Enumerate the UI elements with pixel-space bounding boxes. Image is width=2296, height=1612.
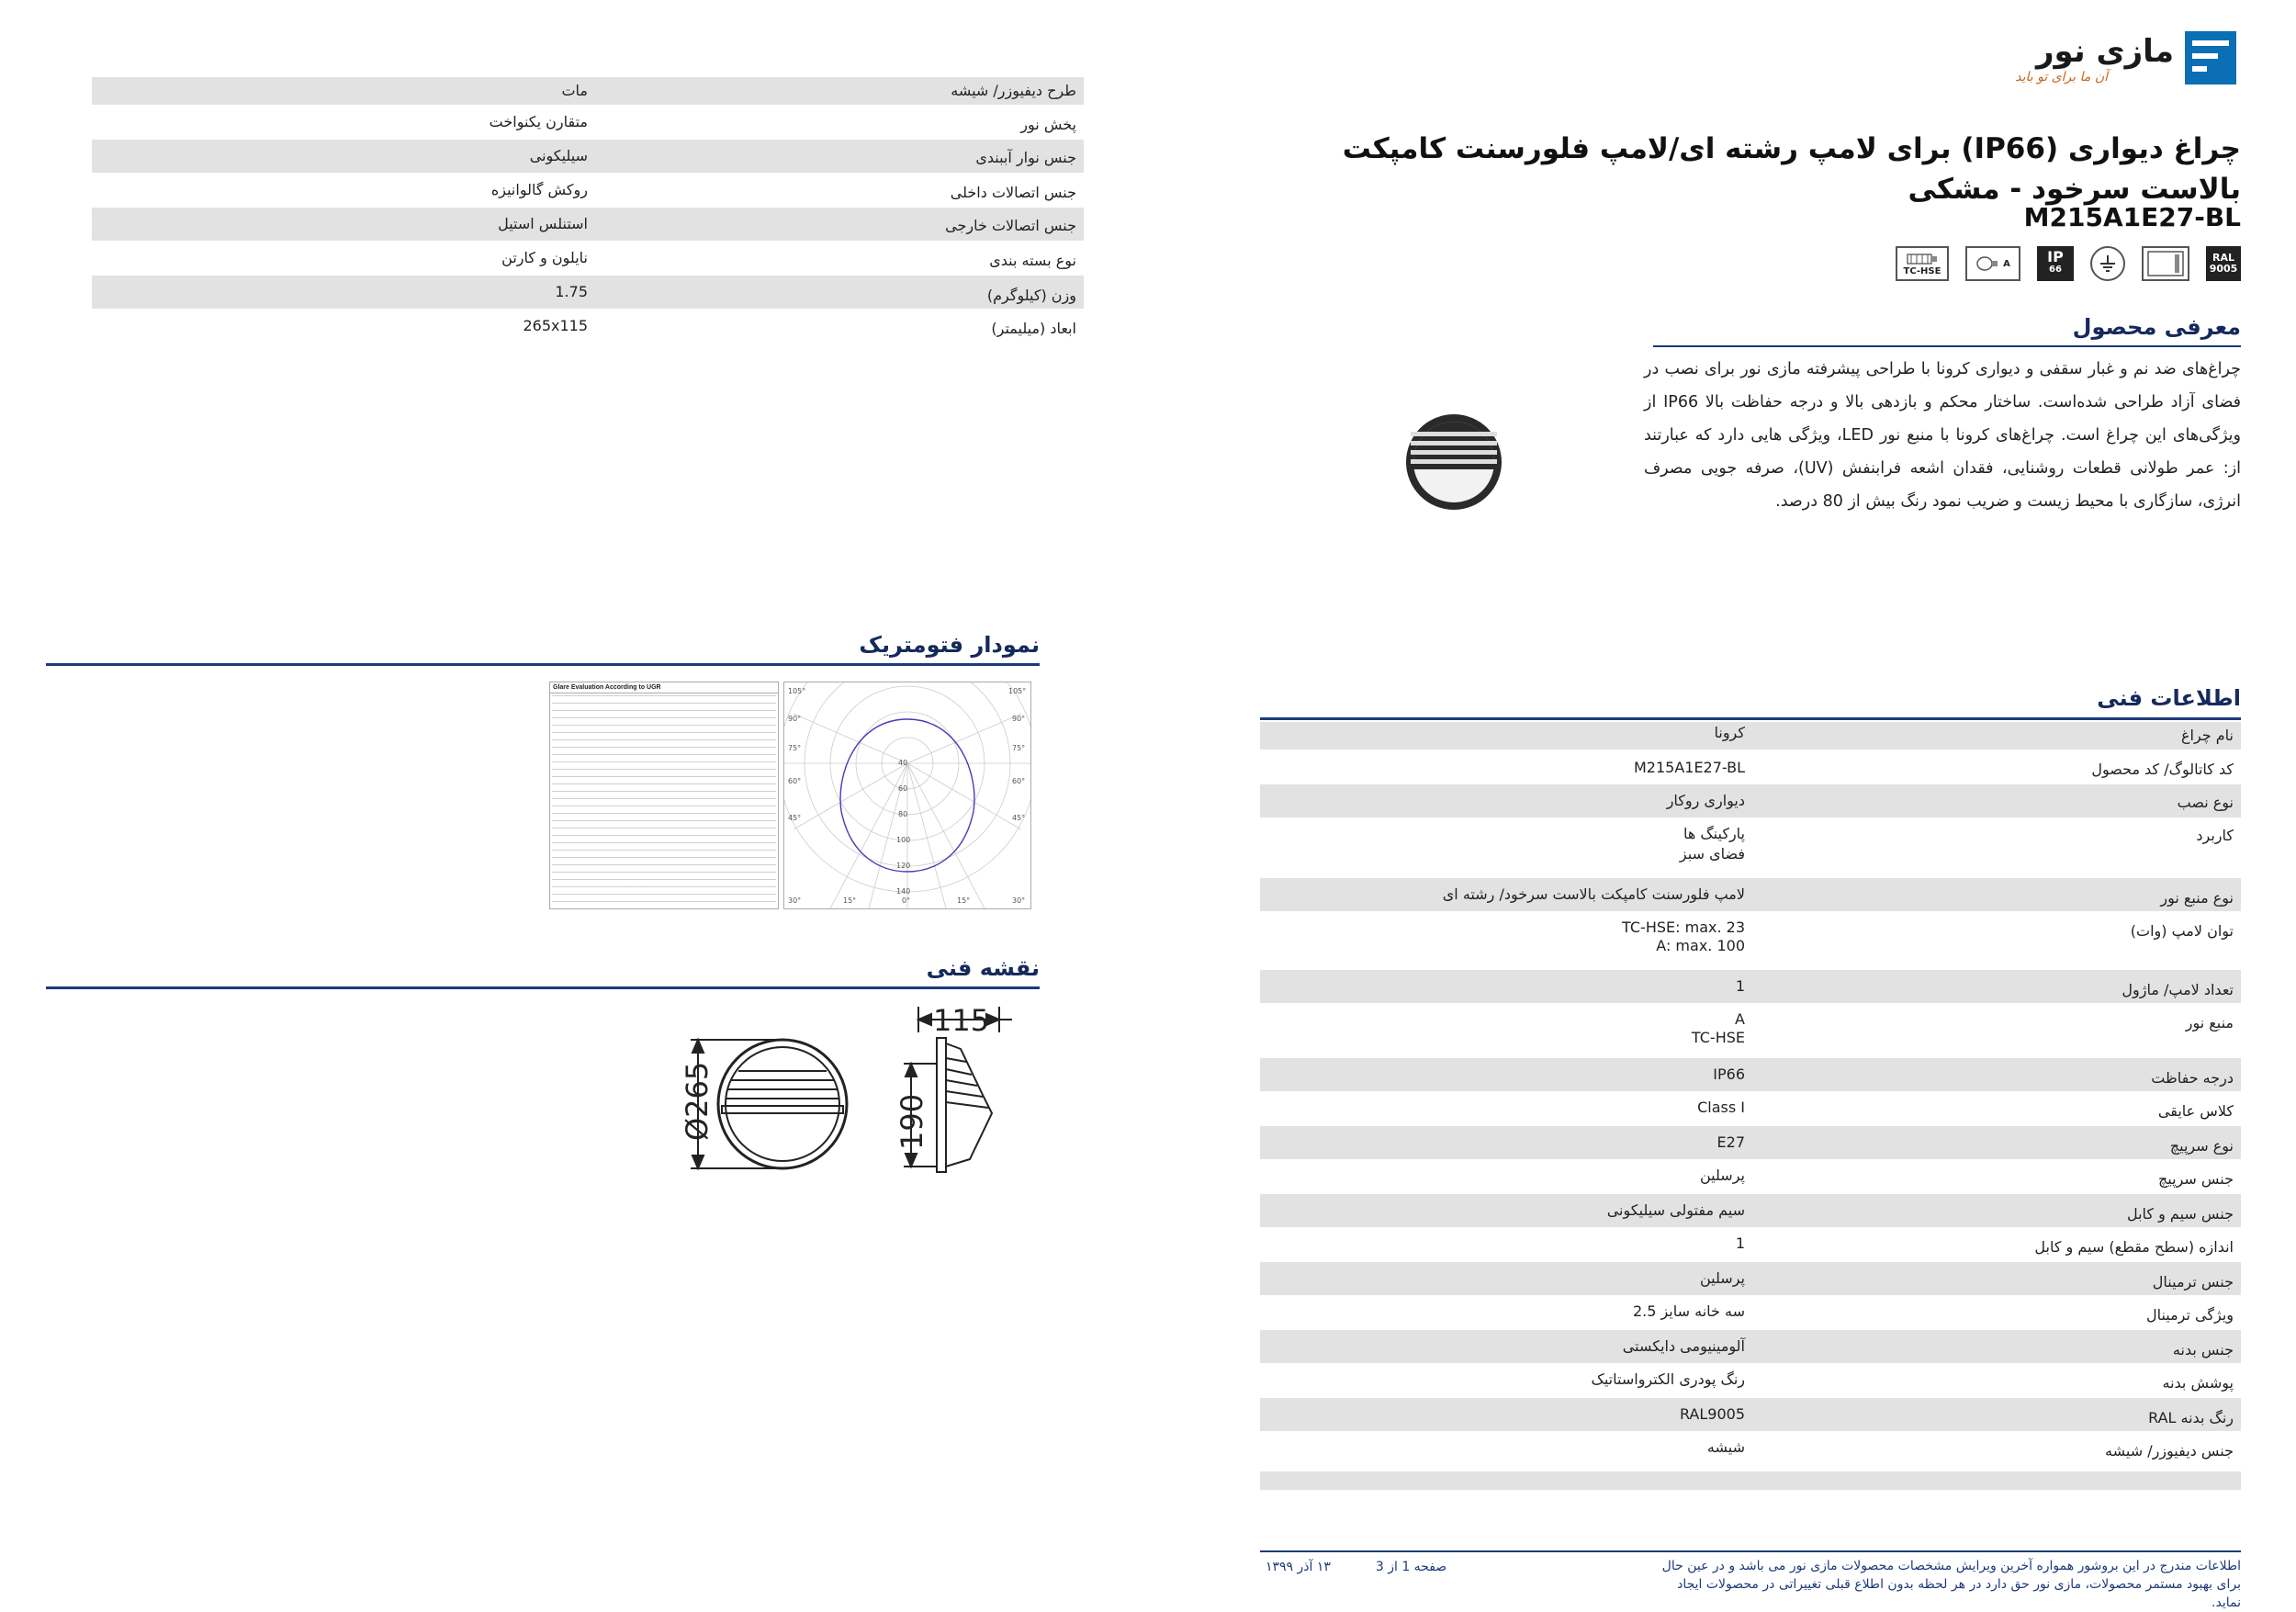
product-title: چراغ دیواری (IP66) برای لامپ رشته ای/لامپ فلورسنت کامپکت بالاست سرخود - مشکی [1342, 132, 2241, 206]
tech-spec-table-continued [92, 77, 1084, 353]
spec-label: جنس اتصالات خارجی [945, 217, 1076, 234]
spec-value: IP66 [1713, 1065, 1745, 1083]
polar-label: 60° [1012, 777, 1026, 785]
brand-slogan: آن ما برای تو باید [2015, 70, 2108, 85]
spec-label: توان لامپ (وات) [2130, 922, 2234, 940]
polar-label: 45° [1012, 814, 1026, 822]
spec-value: نایلون و کارتن [501, 249, 588, 266]
spec-value: پارکینگ ها [1683, 825, 1745, 842]
page-number: صفحه 1 از 3 [1375, 1560, 1447, 1574]
spec-row [1260, 911, 2241, 970]
photometric-heading: نمودار فتومتریک [859, 632, 1040, 658]
spec-row [1260, 1431, 2241, 1466]
spec-label: جنس دیفیوزر/ شیشه [2105, 1442, 2234, 1460]
spec-label: درجه حفاظت [2151, 1069, 2234, 1087]
spec-row [1260, 1194, 2241, 1227]
spec-value: دیواری روکار [1666, 792, 1745, 809]
spec-label: جنس بدنه [2172, 1341, 2234, 1358]
spec-row [1260, 722, 2241, 750]
spec-value: کرونا [1714, 724, 1745, 741]
spec-value: مات [561, 82, 588, 99]
spec-value: پرسلین [1700, 1269, 1745, 1287]
spec-row [1260, 1363, 2241, 1398]
polar-label: 75° [788, 744, 802, 752]
spec-row [1260, 1398, 2241, 1431]
dim-height: 190 [895, 1093, 929, 1150]
spec-row [1260, 1058, 2241, 1091]
spec-value: سیلیکونی [529, 147, 588, 164]
spec-row [92, 276, 1084, 309]
radial-label: 140 [896, 887, 911, 896]
spec-value: 1 [1735, 1234, 1745, 1252]
spec-value: 1.75 [555, 283, 588, 300]
radial-label: 100 [896, 836, 911, 844]
spec-label: کلاس عایقی [2157, 1102, 2234, 1120]
spec-value: پرسلین [1700, 1167, 1745, 1184]
polar-label: 90° [1012, 715, 1026, 723]
intro-rule [1653, 345, 2241, 347]
spec-row-empty [1260, 1471, 2241, 1490]
spec-row [92, 241, 1084, 276]
polar-label: 30° [1012, 896, 1026, 905]
spec-row [1260, 1159, 2241, 1194]
product-model: M215A1E27-BL [2023, 202, 2241, 232]
spec-label: منبع نور [2185, 1014, 2234, 1031]
polar-label: 30° [788, 896, 802, 905]
spec-value: M215A1E27-BL [1633, 759, 1745, 776]
spec-value: 1 [1735, 977, 1745, 995]
spec-value: استنلس استیل [498, 215, 588, 232]
spec-row [92, 173, 1084, 208]
spec-value: A: max. 100 [1656, 937, 1745, 954]
spec-value: لامپ فلورسنت کامپکت بالاست سرخود/ رشته ای [1442, 885, 1745, 903]
spec-label: پخش نور [1020, 116, 1076, 133]
spec-value: سیم مفتولی سیلیکونی [1606, 1201, 1745, 1219]
tc-hse-lamp-icon: TC-HSE [1896, 246, 1949, 281]
polar-label: 90° [788, 715, 802, 723]
spec-row [1260, 784, 2241, 817]
radial-label: 80 [898, 810, 908, 818]
spec-row [1260, 750, 2241, 784]
dim-width: 115 [933, 1003, 990, 1038]
polar-label: 15° [957, 896, 971, 905]
spec-value: متقارن یکنواخت [489, 113, 588, 130]
spec-value: رنگ پودری الکترواستاتیک [1591, 1370, 1745, 1388]
spec-label: جنس سرپیچ [2157, 1170, 2234, 1188]
spec-row [1260, 1295, 2241, 1330]
ugr-table [549, 682, 779, 909]
spec-label: نوع منبع نور [2160, 889, 2234, 907]
polar-diagram [783, 682, 1031, 909]
spec-label: تعداد لامپ/ ماژول [2122, 981, 2234, 998]
spec-label: نوع سرپیچ [2169, 1137, 2234, 1155]
spec-value: فضای سبز [1679, 845, 1745, 862]
drawing-rule [46, 986, 1040, 989]
spec-row [92, 77, 1084, 105]
earth-ground-icon [2090, 246, 2125, 281]
spec-row [1260, 1091, 2241, 1126]
spec-value: TC-HSE [1691, 1029, 1745, 1046]
spec-label: جنس ترمینال [2152, 1273, 2234, 1291]
spec-value: Class I [1697, 1099, 1745, 1116]
spec-label: کد کاتالوگ/ کد محصول [2091, 761, 2234, 778]
product-image [1403, 411, 1504, 513]
spec-label: رنگ بدنه RAL [2148, 1409, 2234, 1426]
photometric-rule [46, 663, 1040, 666]
polar-label: 105° [1008, 687, 1027, 695]
spec-row [92, 140, 1084, 173]
bulb-a-icon: A [1965, 246, 2020, 281]
spec-label: نوع نصب [2177, 794, 2234, 811]
polar-label: 45° [788, 814, 802, 822]
ugr-title: Glare Evaluation According to UGR [550, 682, 778, 693]
ugr-grid [552, 695, 776, 907]
spec-row [1260, 1330, 2241, 1363]
spec-value: A [1735, 1010, 1745, 1028]
logo-mark [2185, 31, 2236, 85]
spec-label: نوع بسته بندی [989, 252, 1076, 269]
spec-row [92, 309, 1084, 344]
spec-row [1260, 1227, 2241, 1262]
spec-value: سه خانه سایز 2.5 [1632, 1302, 1745, 1320]
radial-label: 40 [898, 759, 908, 767]
spec-value: TC-HSE: max. 23 [1622, 919, 1745, 936]
radial-label: 120 [896, 862, 911, 870]
spec-row [1260, 970, 2241, 1003]
radial-label: 60 [898, 784, 908, 793]
spec-value: آلومینیومی دایکستی [1622, 1337, 1745, 1355]
spec-label: طرح دیفیوزر/ شیشه [951, 82, 1076, 99]
intro-text: چراغ‌های ضد نم و غبار سقفی و دیواری کرونا با طراحی پیشرفته مازی نور برای نصب در فضای آزاد طراحی شده‌است. ساختار محکم و بازدهی بالا و درجه حفاظت بالا IP66 از ویژگی‌های این چراغ است. چراغ‌های کرونا با منبع نور LED، ویژگی هایی دارد که عبارتند از: عمر طولانی قطعات روشنایی، فقدان اشعه فرابنفش (UV)، صرفه جویی مصرف انرژی، سازگاری با محیط زیست و ضریب نمود رنگ بیش از 80 درصد. [1644, 360, 2242, 511]
polar-label: 75° [1012, 744, 1026, 752]
tech-rule [1260, 717, 2241, 720]
intro-heading: معرفی محصول [2072, 314, 2241, 340]
spec-label: نام چراغ [2180, 727, 2234, 744]
spec-label: جنس اتصالات داخلی [950, 184, 1076, 201]
spec-row [1260, 1262, 2241, 1295]
brand-name: مازی نور [2035, 33, 2174, 70]
spec-label: وزن (کیلوگرم) [986, 287, 1076, 304]
dim-diameter: Ø265 [680, 1061, 715, 1141]
spec-value: 265x115 [523, 317, 588, 334]
feature-badges [1896, 246, 2241, 283]
spec-label: ابعاد (میلیمتر) [991, 320, 1076, 337]
spec-row [92, 105, 1084, 140]
spec-label: اندازه (سطح مقطع) سیم و کابل [2034, 1238, 2234, 1256]
spec-row [1260, 817, 2241, 878]
brand-logo [1979, 31, 2236, 94]
tech-heading: اطلاعات فنی [2097, 685, 2241, 711]
spec-label: کاربرد [2196, 827, 2234, 844]
spec-row [1260, 1003, 2241, 1058]
surface-mount-icon [2142, 246, 2189, 281]
polar-label: 15° [843, 896, 857, 905]
spec-value: روکش گالوانیزه [490, 181, 588, 198]
spec-value: RAL9005 [1679, 1405, 1745, 1423]
spec-label: جنس سیم و کابل [2126, 1205, 2234, 1223]
spec-value: شیشه [1706, 1438, 1745, 1456]
spec-label: پوشش بدنه [2162, 1374, 2234, 1392]
technical-drawing [670, 1003, 1019, 1187]
publish-date: ۱۳ آذر ۱۳۹۹ [1266, 1560, 1331, 1574]
spec-row [1260, 878, 2241, 911]
drawing-heading: نقشه فنی [926, 955, 1040, 981]
ip66-icon: IP 66 [2037, 246, 2074, 281]
ral-badge: RAL 9005 [2206, 246, 2241, 281]
polar-label: 0° [902, 896, 911, 905]
polar-label: 105° [788, 687, 806, 695]
spec-label: ویژگی ترمینال [2145, 1306, 2234, 1324]
tech-spec-table [1260, 722, 2241, 1494]
footer-page-info [1266, 1560, 1446, 1574]
spec-label: جنس نوار آببندی [975, 149, 1076, 166]
footer-disclaimer: اطلاعات مندرج در این بروشور همواره آخرین ویرایش مشخصات محصولات مازی نور می باشد و در عین حال برای بهبود مستمر محصولات، مازی نور حق دارد در هر لحظه بدون اطلاع قبلی تغییراتی در محصولات ایجاد نماید. [1661, 1559, 2241, 1610]
polar-label: 60° [788, 777, 802, 785]
spec-row [92, 208, 1084, 241]
spec-row [1260, 1126, 2241, 1159]
spec-value: E27 [1716, 1133, 1745, 1151]
footer-rule [1260, 1550, 2241, 1552]
